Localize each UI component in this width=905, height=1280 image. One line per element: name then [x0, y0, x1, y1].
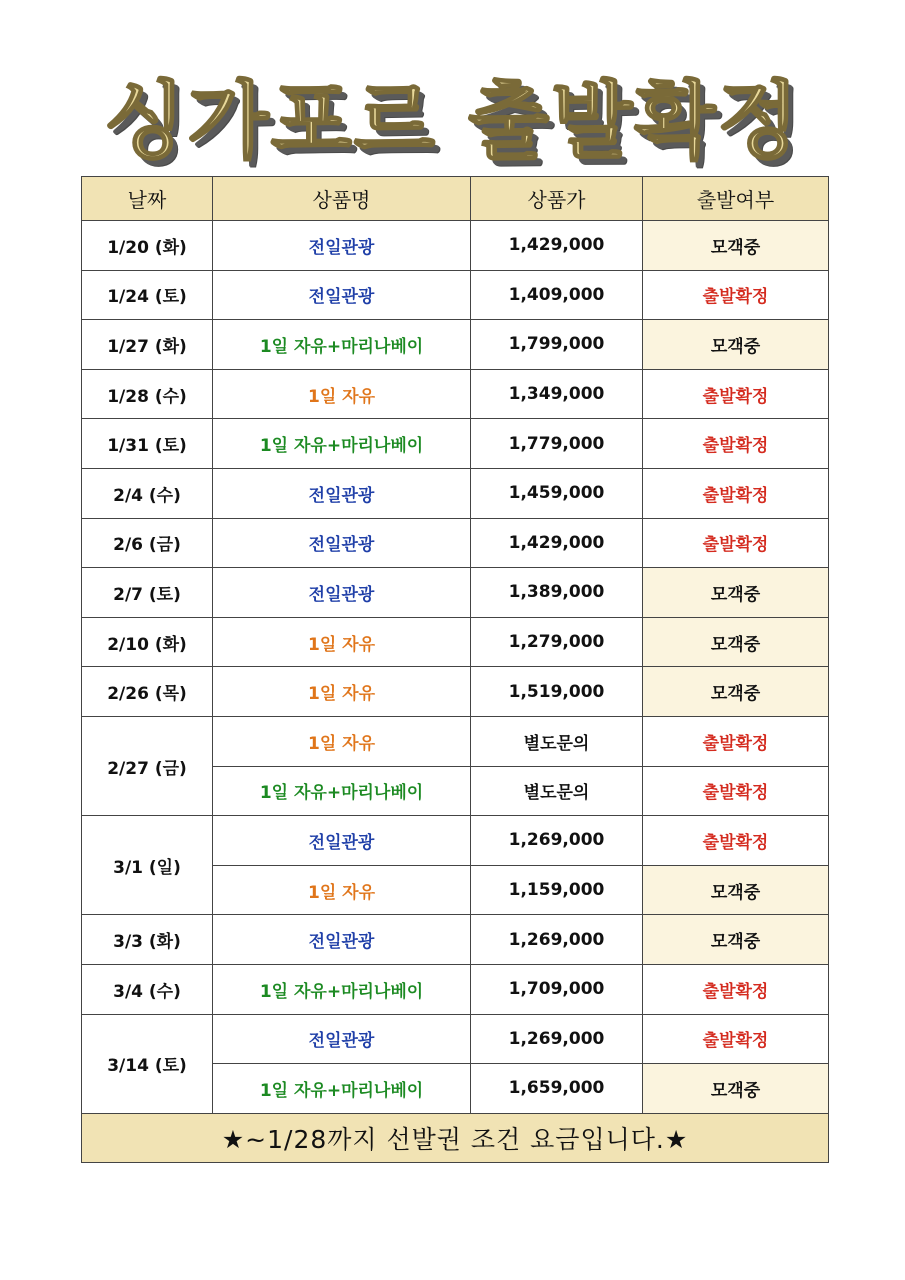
product-price: 1,429,000: [471, 221, 643, 271]
departure-date: 1/31 (토): [82, 419, 213, 469]
departure-status: 출발확정: [643, 369, 829, 419]
departure-status: 모객중: [643, 667, 829, 717]
departure-status: 출발확정: [643, 1014, 829, 1064]
departure-status: 출발확정: [643, 518, 829, 568]
product-name: 1일 자유: [213, 667, 471, 717]
product-name: 1일 자유: [213, 865, 471, 915]
departure-date: 3/1 (일): [82, 816, 213, 915]
departure-status: 출발확정: [643, 766, 829, 816]
table-row: [82, 320, 829, 370]
product-name: 1일 자유+마리나베이: [213, 419, 471, 469]
product-price: 1,349,000: [471, 369, 643, 419]
product-name: 전일관광: [213, 468, 471, 518]
departure-status: 출발확정: [643, 419, 829, 469]
product-name: 1일 자유+마리나베이: [213, 964, 471, 1014]
product-price: 1,779,000: [471, 419, 643, 469]
table-row: [82, 816, 829, 866]
page-title: 싱가포르 출발확정: [104, 72, 801, 170]
product-name: 1일 자유+마리나베이: [213, 320, 471, 370]
product-name: 1일 자유+마리나베이: [213, 766, 471, 816]
product-name: 전일관광: [213, 915, 471, 965]
departure-date: 2/6 (금): [82, 518, 213, 568]
departure-date: 2/7 (토): [82, 568, 213, 618]
product-price: 1,269,000: [471, 816, 643, 866]
departure-date: 3/14 (토): [82, 1014, 213, 1113]
departure-date: 2/27 (금): [82, 716, 213, 815]
departure-status: 모객중: [643, 915, 829, 965]
table-row: [82, 1014, 829, 1064]
product-price: 1,159,000: [471, 865, 643, 915]
table-row: [82, 468, 829, 518]
departure-status: 모객중: [643, 320, 829, 370]
fare-notice: ★~1/28까지 선발권 조건 요금입니다.★: [82, 1113, 829, 1163]
header-price: 상품가: [471, 177, 643, 221]
departure-date: 1/27 (화): [82, 320, 213, 370]
departure-schedule-table: [81, 176, 829, 1163]
product-price: 1,659,000: [471, 1064, 643, 1114]
product-price: 별도문의: [471, 766, 643, 816]
table-row: [82, 518, 829, 568]
table-row: [82, 617, 829, 667]
departure-status: 모객중: [643, 568, 829, 618]
departure-status: 모객중: [643, 865, 829, 915]
product-name: 1일 자유: [213, 617, 471, 667]
product-price: 1,519,000: [471, 667, 643, 717]
product-price: 1,799,000: [471, 320, 643, 370]
product-price: 1,389,000: [471, 568, 643, 618]
departure-date: 1/24 (토): [82, 270, 213, 320]
product-name: 전일관광: [213, 270, 471, 320]
product-price: 1,429,000: [471, 518, 643, 568]
product-name: 1일 자유: [213, 369, 471, 419]
header-product: 상품명: [213, 177, 471, 221]
table-row: [82, 915, 829, 965]
product-name: 전일관광: [213, 568, 471, 618]
product-name: 1일 자유+마리나베이: [213, 1064, 471, 1114]
departure-status: 출발확정: [643, 468, 829, 518]
header-date: 날짜: [82, 177, 213, 221]
table-row: [82, 716, 829, 766]
product-name: 전일관광: [213, 518, 471, 568]
product-price: 1,269,000: [471, 1014, 643, 1064]
table-row: [82, 221, 829, 271]
table-body: [82, 221, 829, 1114]
departure-date: 3/4 (수): [82, 964, 213, 1014]
departure-status: 출발확정: [643, 716, 829, 766]
table-row: [82, 964, 829, 1014]
product-name: 전일관광: [213, 221, 471, 271]
product-name: 전일관광: [213, 816, 471, 866]
product-price: 1,269,000: [471, 915, 643, 965]
product-price: 1,709,000: [471, 964, 643, 1014]
table-row: [82, 270, 829, 320]
departure-status: 모객중: [643, 221, 829, 271]
table-row: [82, 369, 829, 419]
table-row: [82, 568, 829, 618]
product-name: 1일 자유: [213, 716, 471, 766]
departure-date: 2/26 (목): [82, 667, 213, 717]
departure-date: 2/4 (수): [82, 468, 213, 518]
departure-date: 3/3 (화): [82, 915, 213, 965]
header-status: 출발여부: [643, 177, 829, 221]
product-price: 1,459,000: [471, 468, 643, 518]
departure-date: 1/28 (수): [82, 369, 213, 419]
table-footer-row: [82, 1113, 829, 1163]
product-price: 별도문의: [471, 716, 643, 766]
table-row: [82, 667, 829, 717]
product-price: 1,409,000: [471, 270, 643, 320]
product-name: 전일관광: [213, 1014, 471, 1064]
departure-status: 출발확정: [643, 270, 829, 320]
table-header-row: [82, 177, 829, 221]
table-row: [82, 419, 829, 469]
departure-status: 출발확정: [643, 964, 829, 1014]
product-price: 1,279,000: [471, 617, 643, 667]
departure-status: 모객중: [643, 1064, 829, 1114]
departure-date: 1/20 (화): [82, 221, 213, 271]
departure-status: 출발확정: [643, 816, 829, 866]
departure-date: 2/10 (화): [82, 617, 213, 667]
departure-status: 모객중: [643, 617, 829, 667]
